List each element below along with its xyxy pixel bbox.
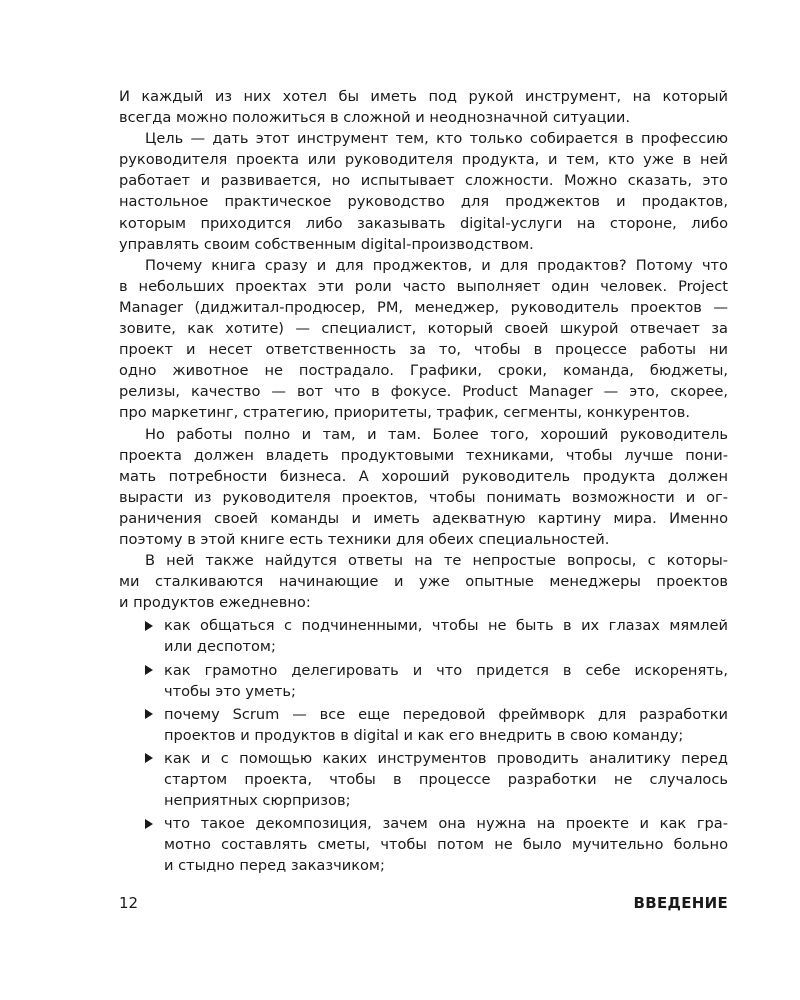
text-line: про маркетинг, стратегию, приоритеты, трафик, сегменты, конкурентов. xyxy=(119,404,690,422)
text-line: что такое декомпозиция, зачем она нужна на проекте и как гра- xyxy=(164,815,728,833)
text-line: Но работы полно и там, и там. Более того, хороший руководитель xyxy=(145,425,728,443)
text-line: руководителя проекта или руководителя продукта, и тем, кто уже в ней xyxy=(119,151,728,169)
triangle-bullet-icon xyxy=(145,615,157,636)
text-line: как и с помощью каких инструментов проводить аналитику перед xyxy=(164,749,728,767)
text-line: Manager (диджитал-продюсер, PM, менеджер, руководитель проектов — xyxy=(119,298,728,316)
text-line: работает и развивается, но испытывает сложности. Можно сказать, это xyxy=(119,172,728,190)
page-footer xyxy=(119,892,728,914)
text-line: в небольших проектах эти роли часто выполняет один человек. Project xyxy=(119,277,728,295)
text-line: проекта должен владеть продуктовыми техниками, чтобы лучше пони- xyxy=(119,446,728,464)
text-line: релизы, качество — вот что в фокусе. Product Manager — это, скорее, xyxy=(119,383,728,401)
text-line: или деспотом; xyxy=(164,638,276,656)
bullet-list xyxy=(119,615,728,876)
text-line: чтобы это уметь; xyxy=(164,682,296,700)
triangle-bullet-icon xyxy=(145,660,157,681)
text-line: одно животное не пострадало. Графики, сроки, команда, бюджеты, xyxy=(119,362,728,380)
triangle-bullet-icon xyxy=(145,748,157,769)
text-line: как грамотно делегировать и что придется в себе искоренять, xyxy=(164,661,728,679)
text-line: и стыдно перед заказчиком; xyxy=(164,857,385,875)
text-line: вырасти из руководителя проектов, чтобы понимать возможности и ог- xyxy=(119,488,728,506)
text-line: ми сталкиваются начинающие и уже опытные менеджеры проектов xyxy=(119,573,728,591)
text-line: почему Scrum — все еще передовой фреймворк для разработки xyxy=(164,705,728,723)
text-line: всегда можно положиться в сложной и неоднозначной ситуации. xyxy=(119,109,631,127)
text-line: настольное практическое руководство для проджектов и продактов, xyxy=(119,193,728,211)
text-line: проектов и продуктов в digital и как его внедрить в свою команду; xyxy=(164,726,684,744)
list-item xyxy=(119,813,728,876)
list-item xyxy=(119,704,728,746)
text-line: неприятных сюрпризов; xyxy=(164,792,351,810)
list-item xyxy=(119,615,728,657)
text-line: зовите, как хотите) — специалист, который своей шкурой отвечает за xyxy=(119,320,728,338)
text-line: Цель — дать этот инструмент тем, кто только собирается в профессию xyxy=(145,130,728,148)
text-line: управлять своим собственным digital-производством. xyxy=(119,235,534,253)
text-line: И каждый из них хотел бы иметь под рукой инструмент, на который xyxy=(119,88,728,105)
page-number: 12 xyxy=(119,894,139,912)
section-title: ВВЕДЕНИЕ xyxy=(633,894,728,912)
text-line: и продуктов ежедневно: xyxy=(119,594,311,612)
text-line: стартом проекта, чтобы в процессе разработки не случалось xyxy=(164,771,728,788)
text-line: В ней также найдутся ответы на те непростые вопросы, с которы- xyxy=(145,552,728,570)
text-line: как общаться с подчиненными, чтобы не быть в их глазах мямлей xyxy=(164,617,728,635)
paragraph xyxy=(119,550,728,613)
triangle-bullet-icon xyxy=(145,704,157,725)
text-line: проект и несет ответственность за то, чтобы в процессе работы ни xyxy=(119,341,728,359)
paragraph xyxy=(119,255,728,424)
text-line: раничения своей команды и иметь адекватную картину мира. Именно xyxy=(119,509,728,527)
page-body xyxy=(119,86,728,876)
triangle-bullet-icon xyxy=(145,813,157,834)
text-line: которым приходится либо заказывать digital-услуги на стороне, либо xyxy=(119,214,728,232)
text-line: поэтому в этой книге есть техники для обеих специальностей. xyxy=(119,530,610,548)
paragraph xyxy=(119,424,728,551)
list-item xyxy=(119,660,728,702)
text-line: Почему книга сразу и для проджектов, и для продактов? Потому что xyxy=(145,256,728,274)
paragraph xyxy=(119,128,728,255)
paragraph xyxy=(119,86,728,128)
text-line: мотно составлять сметы, чтобы потом не было мучительно больно xyxy=(164,836,728,854)
list-item xyxy=(119,748,728,811)
text-line: мать потребности бизнеса. А хороший руководитель продукта должен xyxy=(119,467,728,485)
